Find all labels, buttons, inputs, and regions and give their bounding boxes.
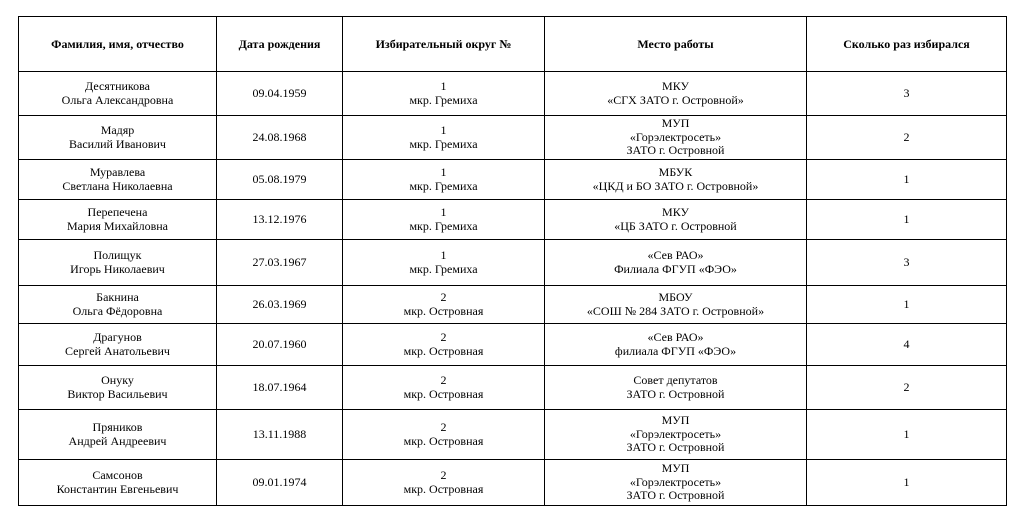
cell-workplace: МУП «Горэлектросеть» ЗАТО г. Островной bbox=[545, 460, 807, 506]
cell-times-elected: 2 bbox=[807, 366, 1007, 410]
cell-workplace: МУП «Горэлектросеть» ЗАТО г. Островной bbox=[545, 410, 807, 460]
table-row bbox=[19, 286, 1007, 324]
cell-times-elected: 1 bbox=[807, 410, 1007, 460]
table-row bbox=[19, 460, 1007, 506]
cell-full-name: Самсонов Константин Евгеньевич bbox=[19, 460, 217, 506]
cell-district: 1 мкр. Гремиха bbox=[343, 200, 545, 240]
table-row bbox=[19, 116, 1007, 160]
cell-district: 1 мкр. Гремиха bbox=[343, 116, 545, 160]
header-row bbox=[19, 17, 1007, 72]
cell-birth-date: 26.03.1969 bbox=[217, 286, 343, 324]
cell-district: 2 мкр. Островная bbox=[343, 410, 545, 460]
table-row bbox=[19, 160, 1007, 200]
cell-workplace: МКУ «ЦБ ЗАТО г. Островной bbox=[545, 200, 807, 240]
cell-workplace: «Сев РАО» Филиала ФГУП «ФЭО» bbox=[545, 240, 807, 286]
header-birth-date: Дата рождения bbox=[217, 17, 343, 72]
cell-district: 2 мкр. Островная bbox=[343, 286, 545, 324]
cell-workplace: МБОУ «СОШ № 284 ЗАТО г. Островной» bbox=[545, 286, 807, 324]
cell-district: 2 мкр. Островная bbox=[343, 324, 545, 366]
cell-birth-date: 05.08.1979 bbox=[217, 160, 343, 200]
cell-full-name: Драгунов Сергей Анатольевич bbox=[19, 324, 217, 366]
table-row bbox=[19, 324, 1007, 366]
cell-birth-date: 09.04.1959 bbox=[217, 72, 343, 116]
cell-district: 1 мкр. Гремиха bbox=[343, 160, 545, 200]
cell-workplace: «Сев РАО» филиала ФГУП «ФЭО» bbox=[545, 324, 807, 366]
cell-full-name: Перепечена Мария Михайловна bbox=[19, 200, 217, 240]
cell-workplace: Совет депутатов ЗАТО г. Островной bbox=[545, 366, 807, 410]
table-row bbox=[19, 366, 1007, 410]
cell-times-elected: 3 bbox=[807, 72, 1007, 116]
table-row bbox=[19, 410, 1007, 460]
cell-times-elected: 1 bbox=[807, 200, 1007, 240]
header-workplace: Место работы bbox=[545, 17, 807, 72]
cell-birth-date: 18.07.1964 bbox=[217, 366, 343, 410]
deputies-table bbox=[18, 16, 1007, 506]
cell-times-elected: 1 bbox=[807, 460, 1007, 506]
cell-full-name: Мадяр Василий Иванович bbox=[19, 116, 217, 160]
cell-times-elected: 4 bbox=[807, 324, 1007, 366]
cell-full-name: Десятникова Ольга Александровна bbox=[19, 72, 217, 116]
cell-district: 1 мкр. Гремиха bbox=[343, 240, 545, 286]
table-row bbox=[19, 72, 1007, 116]
cell-birth-date: 20.07.1960 bbox=[217, 324, 343, 366]
cell-birth-date: 24.08.1968 bbox=[217, 116, 343, 160]
cell-birth-date: 09.01.1974 bbox=[217, 460, 343, 506]
cell-times-elected: 3 bbox=[807, 240, 1007, 286]
header-times-elected: Сколько раз избирался bbox=[807, 17, 1007, 72]
cell-workplace: МУП «Горэлектросеть» ЗАТО г. Островной bbox=[545, 116, 807, 160]
cell-birth-date: 13.12.1976 bbox=[217, 200, 343, 240]
cell-times-elected: 1 bbox=[807, 286, 1007, 324]
cell-full-name: Онуку Виктор Васильевич bbox=[19, 366, 217, 410]
cell-birth-date: 13.11.1988 bbox=[217, 410, 343, 460]
cell-district: 2 мкр. Островная bbox=[343, 460, 545, 506]
cell-workplace: МКУ «СГХ ЗАТО г. Островной» bbox=[545, 72, 807, 116]
cell-full-name: Муравлева Светлана Николаевна bbox=[19, 160, 217, 200]
cell-full-name: Бакнина Ольга Фёдоровна bbox=[19, 286, 217, 324]
table-row bbox=[19, 200, 1007, 240]
cell-full-name: Полищук Игорь Николаевич bbox=[19, 240, 217, 286]
cell-workplace: МБУК «ЦКД и БО ЗАТО г. Островной» bbox=[545, 160, 807, 200]
cell-district: 1 мкр. Гремиха bbox=[343, 72, 545, 116]
cell-birth-date: 27.03.1967 bbox=[217, 240, 343, 286]
cell-times-elected: 1 bbox=[807, 160, 1007, 200]
cell-times-elected: 2 bbox=[807, 116, 1007, 160]
cell-full-name: Пряников Андрей Андреевич bbox=[19, 410, 217, 460]
header-full-name: Фамилия, имя, отчество bbox=[19, 17, 217, 72]
cell-district: 2 мкр. Островная bbox=[343, 366, 545, 410]
header-district: Избирательный округ № bbox=[343, 17, 545, 72]
table-row bbox=[19, 240, 1007, 286]
